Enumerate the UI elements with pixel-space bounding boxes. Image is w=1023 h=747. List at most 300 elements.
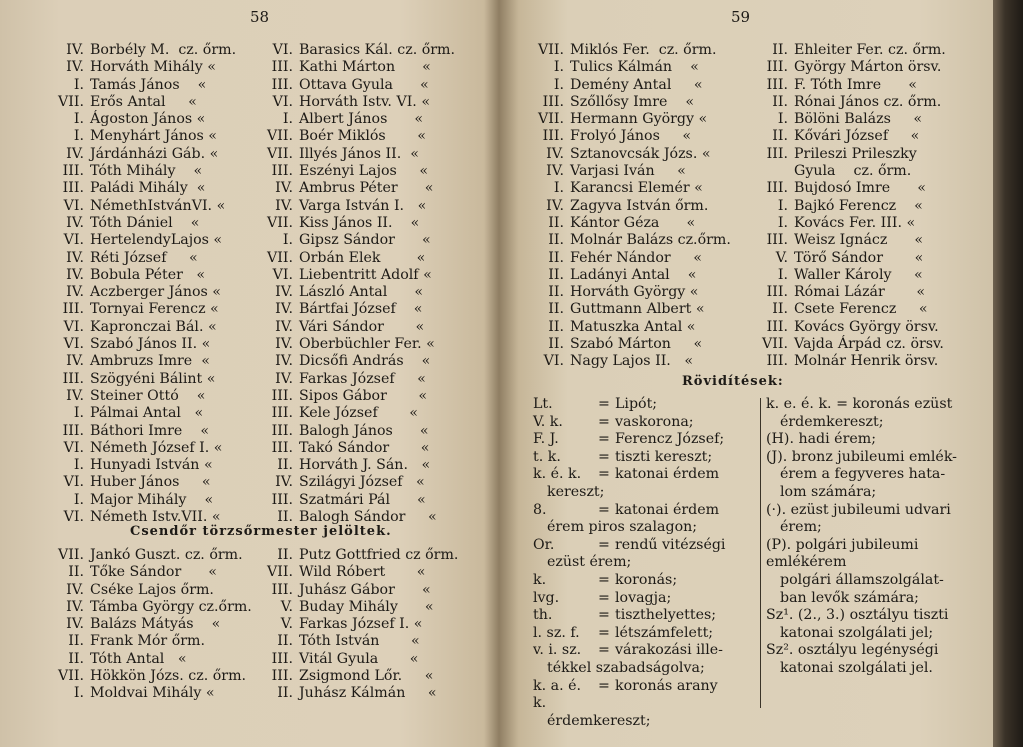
person-name: Törő Sándor «	[794, 249, 924, 266]
person-name: Albert János «	[299, 111, 424, 128]
abbreviation-key: v. i. sz.	[533, 642, 582, 659]
rank-numeral: VI.	[543, 353, 564, 370]
abbreviation-key: V. k.	[533, 413, 563, 430]
person-name: Farkas József «	[299, 370, 426, 387]
roster-entry	[750, 336, 946, 353]
person-name: Boér Miklós «	[299, 128, 426, 145]
abbreviation-key: t. k.	[533, 448, 561, 465]
roster-entry	[46, 353, 236, 370]
abbreviation-meaning: vaskorona;	[615, 413, 694, 430]
abbreviation-line: katonai szolgálati jel;	[780, 624, 934, 641]
roster-entry	[46, 59, 236, 76]
roster-entry	[46, 599, 252, 616]
rank-numeral: VII.	[267, 145, 293, 162]
rank-numeral: IV.	[66, 353, 84, 370]
rank-numeral: II.	[548, 301, 564, 318]
equals-sign: =	[598, 642, 610, 659]
person-name: Kovács Fer. III. «	[794, 214, 916, 231]
rank-numeral: IV.	[66, 266, 84, 283]
roster-entry	[526, 146, 731, 163]
rank-numeral: II.	[772, 128, 788, 145]
rank-numeral: II.	[277, 457, 293, 474]
person-name: Takó Sándor «	[299, 439, 430, 456]
rank-numeral: I.	[73, 457, 84, 474]
person-name: Menyhárt János «	[90, 128, 217, 145]
roster-entry	[46, 457, 236, 474]
person-name: Varjasi Iván «	[570, 163, 686, 180]
roster-entry	[255, 180, 455, 197]
rank-numeral: I.	[777, 111, 788, 128]
roster-entry	[750, 319, 946, 336]
person-name: Tőke Sándor «	[90, 564, 217, 581]
person-name: Liebentritt Adolf «	[299, 266, 432, 283]
roster-entry	[46, 198, 236, 215]
roster-entry	[255, 42, 455, 59]
abbreviation-key: k. é. k.	[533, 466, 582, 483]
rank-numeral: III.	[271, 405, 293, 422]
rank-numeral: IV.	[66, 616, 84, 633]
roster-entry	[46, 42, 236, 59]
rank-numeral: III.	[766, 180, 788, 197]
roster-entry	[46, 94, 236, 111]
rank-numeral: III.	[766, 59, 788, 76]
person-name: Hökkön Józs. cz. őrm.	[90, 668, 247, 685]
person-name: Németh József I. «	[90, 439, 223, 456]
person-name: Tóth István «	[299, 633, 420, 650]
rank-numeral: II.	[548, 266, 564, 283]
person-name: Ehleiter Fer. cz. őrm.	[794, 42, 946, 58]
roster-entry	[46, 267, 236, 284]
roster-entry	[255, 371, 455, 388]
roster-entry	[750, 267, 946, 284]
person-name: Réti József «	[90, 249, 198, 266]
person-name: Major Mihály «	[90, 491, 214, 508]
rank-numeral: III.	[62, 163, 84, 180]
equals-sign: =	[598, 413, 610, 430]
right-page	[499, 0, 993, 747]
abbreviation-entry	[533, 537, 759, 555]
person-name: Molnár Henrik örsv.	[794, 353, 939, 370]
rank-numeral: IV.	[66, 581, 84, 598]
person-name: F. Tóth Imre «	[794, 76, 917, 93]
abbreviation-meaning: katonai érdem	[615, 466, 720, 483]
roster-entry	[255, 59, 455, 76]
rank-numeral: I.	[777, 197, 788, 214]
roster-entry	[255, 457, 455, 474]
person-name: Balázs Mátyás «	[90, 616, 221, 633]
book-edge	[993, 0, 1023, 747]
person-name: Tóth Dániel «	[90, 214, 200, 231]
abbreviation-meaning: Lipót;	[615, 396, 658, 412]
rank-numeral: VI.	[63, 336, 84, 353]
abbreviation-line: (·). ezüst jubileumi udvari	[766, 501, 951, 518]
person-name: Ágoston János «	[90, 111, 206, 128]
abbreviation-entry	[533, 607, 759, 625]
roster-entry	[526, 336, 731, 353]
abbreviation-line: (J). bronz jubileumi emlék-	[766, 448, 957, 465]
person-name: Bobula Péter «	[90, 266, 206, 283]
person-name: Karancsi Elemér «	[570, 180, 703, 197]
roster-entry	[750, 163, 946, 180]
roster-entry	[526, 180, 731, 197]
equals-sign: =	[598, 589, 610, 606]
equals-sign: =	[598, 501, 610, 518]
abbreviation-meaning: tiszthelyettes;	[615, 607, 717, 624]
person-name: Ambruzs Imre «	[90, 353, 210, 370]
roster-entry	[750, 215, 946, 232]
equals-sign: =	[598, 448, 610, 465]
roster-entry	[526, 198, 731, 215]
abbreviation-line: lom számára;	[780, 483, 877, 500]
roster-entry	[46, 423, 236, 440]
rank-numeral: I.	[73, 405, 84, 422]
roster-entry	[46, 215, 236, 232]
rank-numeral: VII.	[762, 336, 788, 353]
roster-entry	[750, 59, 946, 76]
person-name: Horváth Istv. VI. «	[299, 93, 431, 110]
equals-sign: =	[598, 466, 610, 483]
rank-numeral: IV.	[275, 180, 293, 197]
left-column-2	[255, 42, 455, 526]
person-name: Juhász Kálmán «	[299, 685, 437, 702]
rank-numeral: III.	[766, 353, 788, 370]
roster-entry	[46, 668, 252, 685]
roster-entry	[46, 564, 252, 581]
roster-entry	[526, 301, 731, 318]
roster-entry	[255, 163, 455, 180]
roster-entry	[255, 388, 455, 405]
abbreviation-meaning: rendű vitézségi	[615, 536, 726, 553]
roster-entry	[526, 215, 731, 232]
roster-entry	[750, 198, 946, 215]
rank-numeral: II.	[548, 249, 564, 266]
roster-entry	[750, 77, 946, 94]
roster-entry	[255, 423, 455, 440]
roster-entry	[750, 353, 946, 370]
abbreviation-key: k. a. é. k.	[533, 677, 582, 712]
left-page	[0, 0, 499, 747]
roster-entry	[526, 232, 731, 249]
abbreviation-line: érem a fegyveres hata-	[780, 466, 946, 483]
abbreviations-left	[533, 396, 759, 730]
abbreviation-continuation: tékkel szabadságolva;	[547, 659, 705, 676]
abbreviation-entry	[533, 449, 759, 467]
roster-entry	[46, 163, 236, 180]
person-name: Nagy Lajos II. «	[570, 353, 694, 370]
roster-entry	[526, 77, 731, 94]
abbreviation-meaning: koronás arany	[615, 677, 718, 694]
rank-numeral: I.	[282, 232, 293, 249]
person-name: Vári Sándor «	[299, 318, 425, 335]
abbreviation-key: l. sz. f.	[533, 624, 580, 641]
abbreviation-continuation: ezüst érem;	[547, 554, 632, 571]
person-name: Prileszi Prileszky	[794, 145, 917, 162]
roster-entry	[526, 111, 731, 128]
right-column-1	[526, 42, 731, 371]
person-name: Frolyó János «	[570, 128, 692, 145]
roster-entry	[46, 582, 252, 599]
person-name: Illyés János II. «	[299, 145, 419, 162]
rank-numeral: III.	[271, 76, 293, 93]
person-name: Balogh Sándor «	[299, 509, 437, 526]
rank-numeral: III.	[271, 422, 293, 439]
roster-entry	[255, 336, 455, 353]
rank-numeral: IV.	[275, 353, 293, 370]
roster-entry	[46, 336, 236, 353]
person-name: Szilágyi József «	[299, 474, 425, 491]
rank-numeral: VI.	[63, 318, 84, 335]
rank-numeral: VII.	[267, 214, 293, 231]
roster-entry	[255, 250, 455, 267]
abbreviation-entry	[533, 466, 759, 484]
person-name: Kele József «	[299, 405, 418, 422]
rank-numeral: III.	[766, 145, 788, 162]
abbreviation-continuation: érem piros szalagon;	[547, 519, 698, 536]
person-name: Kiss János II. «	[299, 214, 420, 231]
abbreviation-entry	[533, 431, 759, 449]
rank-numeral: III.	[766, 76, 788, 93]
abbreviation-line: katonai szolgálati jel.	[780, 659, 933, 676]
rank-numeral: II.	[68, 650, 84, 667]
rank-numeral: VI.	[272, 93, 293, 110]
rank-numeral: II.	[68, 564, 84, 581]
abbreviation-key: 8.	[533, 501, 547, 518]
rank-numeral: V.	[280, 616, 293, 633]
roster-entry	[46, 440, 236, 457]
person-name: Balogh János «	[299, 422, 429, 439]
roster-entry	[46, 492, 236, 509]
person-name: Wild Róbert «	[299, 564, 426, 581]
left-column-4	[255, 547, 458, 703]
abbreviation-meaning: katonai érdem	[615, 501, 720, 518]
abbreviations-right	[766, 396, 986, 678]
roster-entry	[255, 267, 455, 284]
person-name: Farkas József I. «	[299, 616, 423, 633]
roster-entry	[255, 198, 455, 215]
person-name: Waller Károly «	[794, 266, 923, 283]
person-name: Oberbüchler Fer. «	[299, 336, 435, 353]
roster-entry	[255, 128, 455, 145]
rank-numeral: III.	[766, 232, 788, 249]
person-name: Vajda Árpád cz. örsv.	[794, 336, 944, 353]
person-name: Római Lázár «	[794, 284, 926, 301]
abbreviation-meaning: Ferencz József;	[615, 431, 725, 448]
rank-numeral: III.	[62, 180, 84, 197]
person-name: Németh Istv.VII. «	[90, 509, 221, 526]
abbreviation-key: Or.	[533, 536, 555, 553]
rank-numeral: IV.	[275, 301, 293, 318]
rank-numeral: IV.	[546, 197, 564, 214]
person-name: Pálmai Antal «	[90, 405, 204, 422]
person-name: Horváth Mihály «	[90, 59, 216, 76]
person-name: Bártfai József «	[299, 301, 423, 318]
rank-numeral: II.	[548, 318, 564, 335]
roster-entry	[750, 284, 946, 301]
roster-entry	[255, 405, 455, 422]
equals-sign: =	[598, 571, 610, 588]
abbreviation-line: Sz². osztályu legénységi	[766, 642, 939, 659]
person-name: Kapronczai Bál. «	[90, 318, 217, 335]
rank-numeral: VII.	[58, 547, 84, 563]
roster-entry	[255, 685, 458, 702]
rank-numeral: I.	[282, 111, 293, 128]
roster-entry	[526, 94, 731, 111]
rank-numeral: II.	[277, 547, 293, 563]
person-name: Tóth Antal «	[90, 650, 187, 667]
abbreviation-entry	[533, 572, 759, 590]
rank-numeral: III.	[271, 387, 293, 404]
abbreviations-divider	[760, 398, 761, 708]
page-number-right: 59	[731, 8, 751, 26]
person-name: HertelendyLajos «	[90, 232, 223, 249]
roster-entry	[526, 250, 731, 267]
roster-entry	[255, 94, 455, 111]
abbreviation-entry	[533, 642, 759, 660]
rank-numeral: VII.	[58, 93, 84, 110]
abbreviation-meaning: koronás;	[615, 571, 678, 588]
person-name: Kántor Géza «	[570, 214, 696, 231]
rank-numeral: II.	[548, 214, 564, 231]
rank-numeral: II.	[772, 42, 788, 58]
rank-numeral: VI.	[63, 439, 84, 456]
roster-entry	[255, 111, 455, 128]
section-title: Csendőr törzsőrmester jelöltek.	[130, 524, 392, 539]
roster-entry	[750, 250, 946, 267]
person-name: Vitál Gyula «	[299, 650, 419, 667]
abbreviation-meaning: tiszti kereszt;	[615, 448, 713, 465]
rank-numeral: IV.	[275, 197, 293, 214]
abbreviation-line: Sz¹. (2., 3.) osztályu tiszti	[766, 607, 949, 624]
abbreviation-entry	[533, 590, 759, 608]
roster-entry	[255, 440, 455, 457]
abbreviation-entry	[533, 502, 759, 520]
person-name: Borbély M. cz. őrm.	[90, 42, 237, 58]
roster-entry	[46, 284, 236, 301]
rank-numeral: V.	[280, 598, 293, 615]
rank-numeral: IV.	[275, 284, 293, 301]
roster-entry	[255, 564, 458, 581]
rank-numeral: III.	[271, 581, 293, 598]
rank-numeral: III.	[62, 301, 84, 318]
roster-entry	[750, 42, 946, 59]
person-name: Szabó János II. «	[90, 336, 211, 353]
roster-entry	[255, 599, 458, 616]
rank-numeral: VII.	[267, 564, 293, 581]
roster-entry	[255, 232, 455, 249]
roster-entry	[46, 547, 252, 564]
person-name: Rónai János cz. őrm.	[794, 93, 942, 110]
person-name: Tornyai Ferencz «	[90, 301, 219, 318]
rank-numeral: VI.	[63, 197, 84, 214]
roster-entry	[750, 146, 946, 163]
rank-numeral: IV.	[66, 59, 84, 76]
rank-numeral: II.	[548, 232, 564, 249]
rank-numeral: III.	[271, 439, 293, 456]
abbreviation-entry	[533, 678, 759, 713]
abbreviation-entry	[533, 554, 759, 572]
person-name: Zsigmond Lőr. «	[299, 668, 434, 685]
rank-numeral: I.	[777, 266, 788, 283]
rank-numeral: II.	[772, 93, 788, 110]
abbreviation-meaning: lovagja;	[615, 589, 672, 606]
abbreviation-key: k.	[533, 571, 547, 588]
person-name: Dicsőfi András «	[299, 353, 431, 370]
abbreviation-line: érem;	[780, 519, 822, 536]
roster-entry	[46, 651, 252, 668]
roster-entry	[46, 616, 252, 633]
roster-entry	[526, 267, 731, 284]
roster-entry	[255, 582, 458, 599]
roster-entry	[526, 128, 731, 145]
abbreviation-key: Lt.	[533, 396, 553, 412]
person-name: Cséke Lajos őrm.	[90, 581, 214, 598]
rank-numeral: VI.	[63, 509, 84, 526]
rank-numeral: I.	[553, 59, 564, 76]
person-name: Járdánházi Gáb. «	[90, 145, 219, 162]
person-name: Kathi Márton «	[299, 59, 431, 76]
rank-numeral: V.	[775, 249, 788, 266]
abbreviation-entry	[533, 519, 759, 537]
equals-sign: =	[598, 607, 610, 624]
roster-entry	[46, 111, 236, 128]
roster-entry	[255, 146, 455, 163]
person-name: Orbán Elek «	[299, 249, 426, 266]
person-name: László Antal «	[299, 284, 424, 301]
roster-entry	[255, 547, 458, 564]
abbreviation-line: (P). polgári jubileumi emlékérem	[766, 536, 919, 571]
rank-numeral: II.	[277, 685, 293, 702]
rank-numeral: III.	[62, 422, 84, 439]
abbreviation-line: polgári államszolgálat-	[780, 571, 944, 588]
roster-entry	[46, 474, 236, 491]
rank-numeral: VII.	[58, 668, 84, 685]
roster-entry	[255, 492, 455, 509]
rank-numeral: I.	[73, 491, 84, 508]
rank-numeral: III.	[271, 668, 293, 685]
roster-entry	[255, 668, 458, 685]
person-name: Szatmári Pál «	[299, 491, 426, 508]
roster-entry	[526, 42, 731, 59]
person-name: Erős Antal «	[90, 93, 197, 110]
person-name: Guttmann Albert «	[570, 301, 705, 318]
roster-entry	[750, 111, 946, 128]
equals-sign: =	[598, 431, 610, 448]
rank-numeral: IV.	[275, 318, 293, 335]
person-name: Kővári József «	[794, 128, 920, 145]
right-column-2	[750, 42, 946, 371]
abbreviation-entry	[533, 660, 759, 678]
person-name: Gyula cz. őrm.	[794, 163, 912, 180]
rank-numeral: IV.	[66, 598, 84, 615]
left-column-3	[46, 547, 252, 703]
person-name: Ambrus Péter «	[299, 180, 434, 197]
rank-numeral: II.	[68, 633, 84, 650]
person-name: Paládi Mihály «	[90, 180, 206, 197]
person-name: Matuszka Antal «	[570, 318, 696, 335]
rank-numeral: IV.	[66, 284, 84, 301]
roster-entry	[255, 616, 458, 633]
equals-sign: =	[598, 536, 610, 553]
rank-numeral: III.	[766, 318, 788, 335]
person-name: Hermann György «	[570, 111, 708, 128]
rank-numeral: IV.	[275, 336, 293, 353]
equals-sign: =	[598, 677, 610, 694]
rank-numeral: II.	[772, 301, 788, 318]
person-name: Gipsz Sándor «	[299, 232, 431, 249]
abbreviation-line: (H). hadi érem;	[766, 431, 876, 448]
abbreviation-line: ban levők számára;	[780, 589, 919, 606]
roster-entry	[255, 301, 455, 318]
